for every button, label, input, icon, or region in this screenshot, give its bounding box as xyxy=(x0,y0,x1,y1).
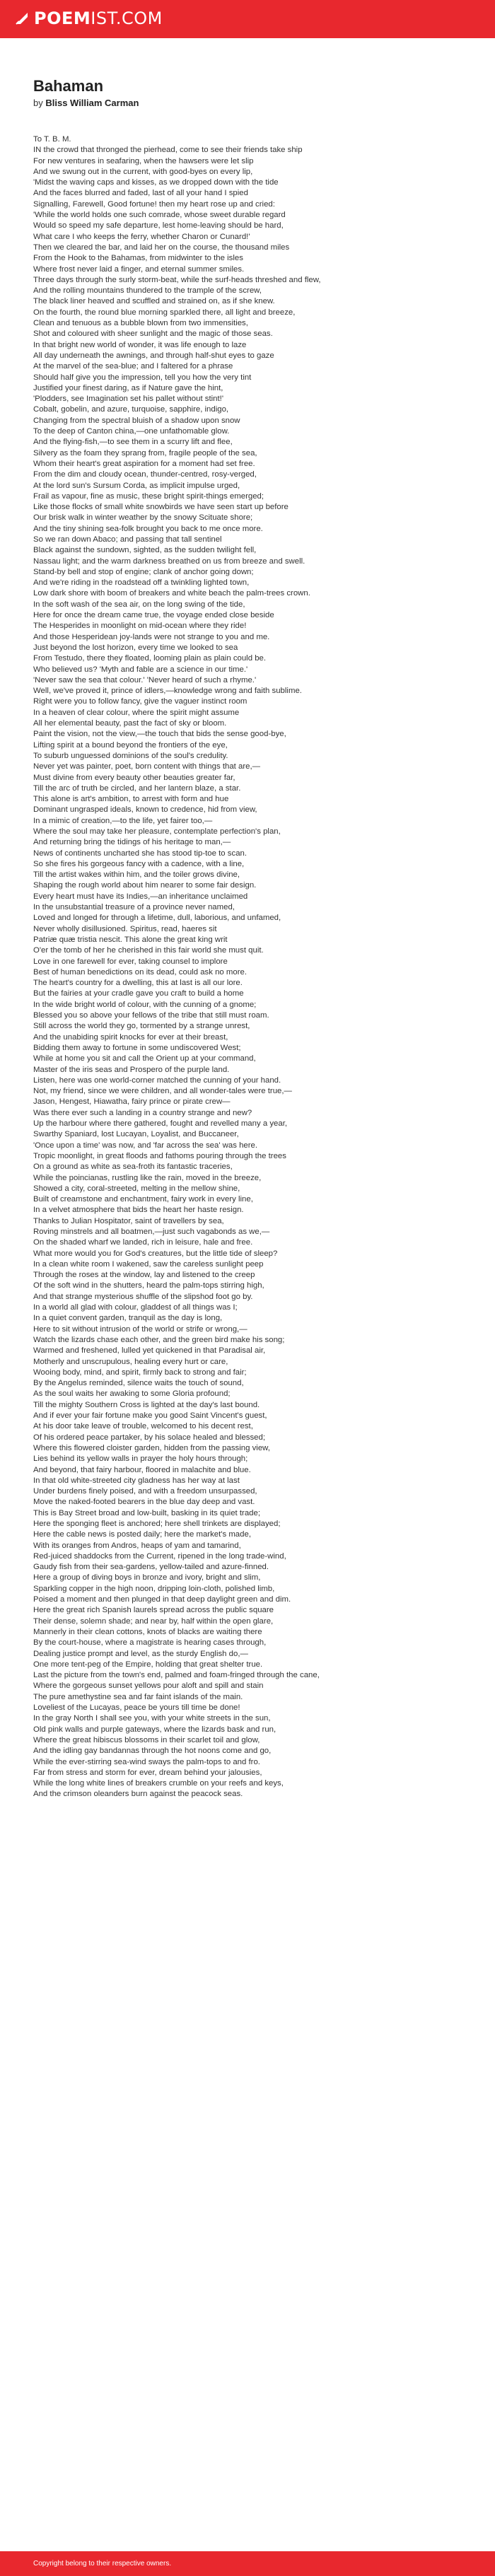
poem-line: Signalling, Farewell, Good fortune! then my heart rose up and cried: xyxy=(33,199,275,209)
poem-line: Till the mighty Southern Cross is lighted at the day's last bound. xyxy=(33,1400,260,1409)
poem-line: Justified your finest daring, as if Nature gave the hint, xyxy=(33,383,223,392)
author-name[interactable]: Bliss William Carman xyxy=(45,98,139,108)
poem-line: Loved and longed for through a lifetime, dull, laborious, and unfamed, xyxy=(33,914,281,923)
poem-line: Nassau light; and the warm darkness breathed on us from breeze and swell. xyxy=(33,556,305,566)
poem-line: Black against the sundown, sighted, as the sudden twilight fell, xyxy=(33,546,257,555)
poem-line: Sparkling copper in the high noon, dripping loin-cloth, polished limb, xyxy=(33,1584,275,1593)
poem-line: In a velvet atmosphere that bids the heart her haste resign. xyxy=(33,1206,244,1215)
poem-line: Jason, Hengest, Hiawatha, fairy prince or pirate crew— xyxy=(33,1097,231,1107)
poem-line: Up the harbour where there gathered, fought and revelled many a year, xyxy=(33,1119,288,1129)
poem-line: Their dense, solemn shade; and near by, half within the open glare, xyxy=(33,1616,274,1626)
poem-line: Low dark shore with boom of breakers and white beach the palm-trees crown. xyxy=(33,589,310,598)
poem-line: Paint the vision, not the view,—the touch that bids the sense good-bye, xyxy=(33,730,286,739)
poem-line: And if ever your fair fortune make you good Saint Vincent's guest, xyxy=(33,1411,267,1421)
poem-line: All day underneath the awnings, and through half-shut eyes to gaze xyxy=(33,351,274,360)
poem-line: But the fairies at your cradle gave you craft to build a home xyxy=(33,989,244,998)
poem-line: Through the roses at the window, lay and listened to the creep xyxy=(33,1271,255,1280)
poem-line: News of continents uncharted she has stood tip-toe to scan. xyxy=(33,849,248,858)
poem-line: Should half give you the impression, tell you how the very tint xyxy=(33,373,252,382)
poem-line: And that strange mysterious shuffle of the slipshod foot go by. xyxy=(33,1292,253,1301)
logo-text-bold: POEM xyxy=(34,8,91,28)
poem-line: Watch the lizards chase each other, and the green bird make his song; xyxy=(33,1335,285,1344)
poem-line: With its oranges from Andros, heaps of yam and tamarind, xyxy=(33,1541,241,1550)
poem-line: And the rolling mountains thundered to the trample of the screw, xyxy=(33,286,262,296)
poem-body xyxy=(33,134,472,1800)
poem-line: Dominant ungrasped ideals, known to credence, hid from view, xyxy=(33,805,257,815)
poem-line: And the unabiding spirit knocks for ever at their breast, xyxy=(33,1032,228,1042)
poem-line: Right were you to follow fancy, give the vaguer instinct room xyxy=(33,697,248,706)
poem-line: Gaudy fish from their sea-gardens, yellow-tailed and azure-finned. xyxy=(33,1563,269,1572)
poem-line: While the ever-stirring sea-wind sways the palm-tops to and fro. xyxy=(33,1757,260,1766)
poem-line: Not, my friend, since we were children, and all wonder-tales were true,— xyxy=(33,1087,292,1096)
site-header xyxy=(0,0,495,38)
poem-line: On the fourth, the round blue morning sparkled there, all light and breeze, xyxy=(33,308,296,317)
poem-line: Red-juiced shaddocks from the Current, ripened in the long trade-wind, xyxy=(33,1551,286,1561)
poem-line: While the poincianas, rustling like the rain, moved in the breeze, xyxy=(33,1173,262,1182)
poem-line: Of the soft wind in the shutters, heard the palm-tops stirring high, xyxy=(33,1281,264,1290)
poem-line: Our brisk walk in winter weather by the snowy Scituate shore; xyxy=(33,513,253,523)
poem-line: Changing from the spectral bluish of a shadow upon snow xyxy=(33,416,240,425)
poem-line: This alone is art's ambition, to arrest with form and hue xyxy=(33,795,229,804)
poem-line: 'Never saw the sea that colour.' 'Never heard of such a rhyme.' xyxy=(33,675,257,684)
poem-line: Never yet was painter, poet, born content with things that are,— xyxy=(33,762,261,771)
poem-line: Old pink walls and purple gateways, where the lizards bask and run, xyxy=(33,1725,276,1734)
poem-line: And the crimson oleanders burn against the peacock seas. xyxy=(33,1790,243,1799)
poem-line: 'While the world holds one such comrade, whose sweet durable regard xyxy=(33,211,286,220)
poem-line: O'er the tomb of her he cherished in this fair world she must quit. xyxy=(33,946,264,955)
poem-line: Stand-by bell and stop of engine; clank of anchor going down; xyxy=(33,567,254,576)
poem-line: Showed a city, coral-streeted, melting in the mellow shine, xyxy=(33,1184,240,1193)
poem-line: Here the sponging fleet is anchored; here shell trinkets are displayed; xyxy=(33,1520,281,1528)
poem-line: At the lord sun's Sursum Corda, as implicit impulse urged, xyxy=(33,481,240,490)
poem-line: Still across the world they go, tormented by a strange unrest, xyxy=(33,1022,250,1031)
poem-line: And we're riding in the roadstead off a twinkling lighted town, xyxy=(33,578,250,588)
poem-line: Here the great rich Spanish laurels spread across the public square xyxy=(33,1606,274,1615)
poem-line: Where this flowered cloister garden, hidden from the passing view, xyxy=(33,1443,270,1452)
poem-line: Bidding them away to fortune in some undiscovered West; xyxy=(33,1043,241,1052)
poem-line: In a mimic of creation,—to the life, yet fairer too,— xyxy=(33,816,213,825)
poem-line: Listen, here was one world-corner matched the cunning of your hand. xyxy=(33,1076,281,1085)
poem-line: Whom their heart's great aspiration for a moment had set free. xyxy=(33,459,255,468)
poem-line: At the marvel of the sea-blue; and I faltered for a phrase xyxy=(33,362,233,371)
poem-line: Love in one farewell for ever, taking counsel to implore xyxy=(33,957,228,966)
poem-line: On the shaded wharf we landed, rich in leisure, hale and free. xyxy=(33,1238,253,1247)
poem-line: Loveliest of the Lucayas, peace be yours till time be done! xyxy=(33,1703,240,1713)
poem-line: Would so speed my safe departure, lest home-leaving should be hard, xyxy=(33,221,284,231)
poem-line: Shot and coloured with sheer sunlight and the magic of those seas. xyxy=(33,330,273,339)
poem-line: Dealing justice prompt and level, as the sturdy English do,— xyxy=(33,1649,248,1658)
poem-line: 'Once upon a time' was now, and 'far across the sea' was here. xyxy=(33,1141,258,1150)
poem-line: In a world all glad with colour, gladdest of all things was I; xyxy=(33,1303,238,1312)
poem-line: Blessed you so above your fellows of the tribe that still must roam. xyxy=(33,1011,269,1020)
poem-line: While the long white lines of breakers crumble on your reefs and keys, xyxy=(33,1779,284,1788)
poem-line: Lifting spirit at a bound beyond the frontiers of the eye, xyxy=(33,740,228,750)
poem-line: Clean and tenuous as a bubble blown from two immensities, xyxy=(33,319,248,328)
logo-text-light: IST.COM xyxy=(91,8,163,28)
poem-line: Built of creamstone and enchantment, fairy work in every line, xyxy=(33,1195,253,1204)
poem-line: Frail as vapour, fine as music, these bright spirit-things emerged; xyxy=(33,491,264,501)
poem-line: And those Hesperidean joy-lands were not strange to you and me. xyxy=(33,632,270,641)
poem-line: Till the arc of truth be circled, and her lantern blaze, a star. xyxy=(33,783,241,793)
poem-line: At his door take leave of trouble, welcomed to his decent rest, xyxy=(33,1422,253,1431)
poem-line: And the faces blurred and faded, last of all your hand I spied xyxy=(33,189,248,198)
poem-line: Tropic moonlight, in great floods and fathoms pouring through the trees xyxy=(33,1151,286,1160)
poem-line: Here to sit without intrusion of the world or strife or wrong,— xyxy=(33,1324,248,1334)
poem-line: Poised a moment and then plunged in that deep daylight green and dim. xyxy=(33,1595,291,1604)
poem-title: Bahaman xyxy=(33,77,104,95)
poem-line: And we swung out in the current, with good-byes on every lip, xyxy=(33,167,253,176)
poem-line: Far from stress and storm for ever, dream behind your jalousies, xyxy=(33,1768,262,1777)
poem-line: From the dim and cloudy ocean, thunder-centred, rosy-verged, xyxy=(33,470,257,479)
poem-line: Wooing body, mind, and spirit, firmly back to strong and fair; xyxy=(33,1368,247,1377)
poem-line: In the soft wash of the sea air, on the long swing of the tide, xyxy=(33,600,245,609)
poem-line: Silvery as the foam they sprang from, fragile people of the sea, xyxy=(33,448,257,457)
poem-line: To T. B. M. xyxy=(33,135,71,144)
poem-line: On a ground as white as sea-froth its fantastic traceries, xyxy=(33,1162,233,1172)
poem-line: Last the picture from the town's end, palmed and foam-fringed through the cane, xyxy=(33,1671,320,1680)
poem-line: Well, we've proved it, prince of idlers,—knowledge wrong and faith sublime. xyxy=(33,687,302,696)
poem-line: From Testudo, there they floated, looming plain as plain could be. xyxy=(33,654,267,663)
poem-line: While at home you sit and call the Orient up at your command, xyxy=(33,1054,256,1063)
poem-line: By the Angelus reminded, silence waits the touch of sound, xyxy=(33,1379,244,1388)
poem-line: In the unsubstantial treasure of a province never named, xyxy=(33,903,235,912)
poem-line: And beyond, that fairy harbour, floored in malachite and blue. xyxy=(33,1465,251,1474)
poem-line: And the flying-fish,—to see them in a scurry lift and flee, xyxy=(33,438,233,447)
poem-line: Where frost never laid a finger, and eternal summer smiles. xyxy=(33,264,245,274)
poem-line: Thanks to Julian Hospitator, saint of travellers by sea, xyxy=(33,1216,224,1225)
poem-line: What more would you for God's creatures, but the little tide of sleep? xyxy=(33,1249,278,1258)
poem-line: So we ran down Abaco; and passing that tall sentinel xyxy=(33,535,222,544)
poem-line: Till the artist wakes within him, and the toiler grows divine, xyxy=(33,870,240,880)
poem-line: In that old white-streeted city gladness has her way at last xyxy=(33,1476,240,1485)
poem-line: The heart's country for a dwelling, this at last is all our lore. xyxy=(33,979,243,988)
poem-line: The pure amethystine sea and far faint islands of the main. xyxy=(33,1692,243,1701)
poem-line: As the soul waits her awaking to some Gloria profound; xyxy=(33,1389,231,1399)
poem-line: And returning bring the tidings of his heritage to man,— xyxy=(33,838,231,847)
poem-line: Like those flocks of small white snowbirds we have seen start up before xyxy=(33,503,289,512)
poem-line: Best of human benedictions on its dead, could ask no more. xyxy=(33,967,248,977)
poem-line: In that bright new world of wonder, it was life enough to laze xyxy=(33,340,247,349)
poem-line: Must divine from every beauty other beauties greater far, xyxy=(33,773,235,782)
poem-line: From the Hook to the Bahamas, from midwinter to the isles xyxy=(33,254,243,263)
poem-line: Swarthy Spaniard, lost Lucayan, Loyalist, and Buccaneer, xyxy=(33,1130,239,1139)
poem-line: To the deep of Canton china,—one unfathomable glow. xyxy=(33,427,230,436)
site-logo[interactable] xyxy=(14,8,163,29)
poem-line: In a clean white room I wakened, saw the careless sunlight peep xyxy=(33,1259,264,1269)
poem-line: Here for once the dream came true, the voyage ended close beside xyxy=(33,611,274,620)
poem-line: In the gray North I shall see you, with your white streets in the sun, xyxy=(33,1714,271,1723)
poem-line: IN the crowd that thronged the pierhead, come to see their friends take ship xyxy=(33,146,303,155)
poem-line: Here the cable news is posted daily; here the market's made, xyxy=(33,1530,251,1539)
poem-line: In a quiet convent garden, tranquil as the day is long, xyxy=(33,1314,223,1323)
poem-line: The Hesperides in moonlight on mid-ocean where they ride! xyxy=(33,622,247,631)
poem-line: So she fires his gorgeous fancy with a cadence, with a line, xyxy=(33,859,245,868)
poem-line: Where the great hibiscus blossoms in their scarlet toil and glow, xyxy=(33,1735,260,1744)
poem-line: Who believed us? 'Myth and fable are a science in our time.' xyxy=(33,665,248,674)
poem-line: All her elemental beauty, past the fact of sky or bloom. xyxy=(33,719,227,728)
poem-line: Where the gorgeous sunset yellows pour aloft and spill and stain xyxy=(33,1682,264,1691)
poem-line: Every heart must have its Indies,—an inheritance unclaimed xyxy=(33,892,248,901)
poem-line: This is Bay Street broad and low-built, basking in its quiet trade; xyxy=(33,1508,261,1517)
poem-line: For new ventures in seafaring, when the hawsers were let slip xyxy=(33,156,254,165)
poem-line: In a heaven of clear colour, where the spirit might assume xyxy=(33,708,240,717)
poem-line: 'Midst the waving caps and kisses, as we dropped down with the tide xyxy=(33,178,279,187)
poem-line: Move the naked-footed bearers in the blue day deep and vast. xyxy=(33,1498,255,1507)
poem-line: Mannerly in their clean cottons, knots of blacks are waiting there xyxy=(33,1627,262,1636)
poem-line: 'Plodders, see Imagination set his pallet without stint!' xyxy=(33,395,224,404)
by-label: by xyxy=(33,98,43,108)
poem-line: What care I who keeps the ferry, whether Charon or Cunard!' xyxy=(33,232,250,241)
poem-line: One more tent-peg of the Empire, holding that great shelter true. xyxy=(33,1660,263,1669)
poem-line: And the tiny shining sea-folk brought you back to me once more. xyxy=(33,524,263,533)
poem-line: Never wholly disillusioned. Spiritus, read, haeres sit xyxy=(33,924,217,933)
poem-line: Motherly and unscrupulous, healing every hurt or care, xyxy=(33,1357,228,1366)
poem-line: Under burdens finely poised, and with a freedom unsurpassed, xyxy=(33,1487,257,1496)
site-footer xyxy=(0,2551,495,2576)
poem-line: Of his ordered peace partaker, by his solace healed and blessed; xyxy=(33,1433,266,1442)
poem-line: Master of the iris seas and Prospero of the purple land. xyxy=(33,1065,230,1074)
poem-line: Cobalt, gobelin, and azure, turquoise, sapphire, indigo, xyxy=(33,405,229,414)
poem-line: Warmed and freshened, lulled yet quickened in that Paradisal air, xyxy=(33,1346,266,1356)
poem-line: And the idling gay bandannas through the hot noons come and go, xyxy=(33,1747,272,1756)
poem-line: Then we cleared the bar, and laid her on the course, the thousand miles xyxy=(33,243,290,252)
poem-line: Just beyond the lost horizon, every time we looked to sea xyxy=(33,643,238,652)
poem-line: Lies behind its yellow walls in prayer the holy hours through; xyxy=(33,1455,248,1464)
poem-line: Patriæ quæ tristia nescit. This alone the great king writ xyxy=(33,935,228,944)
poem-line: The black liner heaved and scuffled and strained on, as if she knew. xyxy=(33,297,275,306)
poem-line: In the wide bright world of colour, with the cunning of a gnome; xyxy=(33,1000,257,1009)
poem-line: Where the soul may take her pleasure, contemplate perfection's plan, xyxy=(33,827,281,836)
poem-byline xyxy=(33,98,472,109)
poem-line: Was there ever such a landing in a country strange and new? xyxy=(33,1108,252,1117)
copyright-notice: Copyright belong to their respective owners. xyxy=(33,2560,172,2568)
poem-line: By the court-house, where a magistrate is hearing cases through, xyxy=(33,1638,267,1648)
poem-line: Three days through the surly storm-beat, while the surf-heads threshed and flew, xyxy=(33,275,321,284)
poem-line: To suburb unguessed dominions of the soul's credulity. xyxy=(33,751,228,760)
poem-line: Here a group of diving boys in bronze and ivory, bright and slim, xyxy=(33,1573,261,1583)
poem-line: Shaping the rough world about him nearer to some fair design. xyxy=(33,881,257,890)
poem-line: Roving minstrels and all boatmen,—just such vagabonds as we,— xyxy=(33,1227,270,1236)
poemist-logo-icon xyxy=(14,11,30,26)
poem-container xyxy=(33,76,472,1800)
